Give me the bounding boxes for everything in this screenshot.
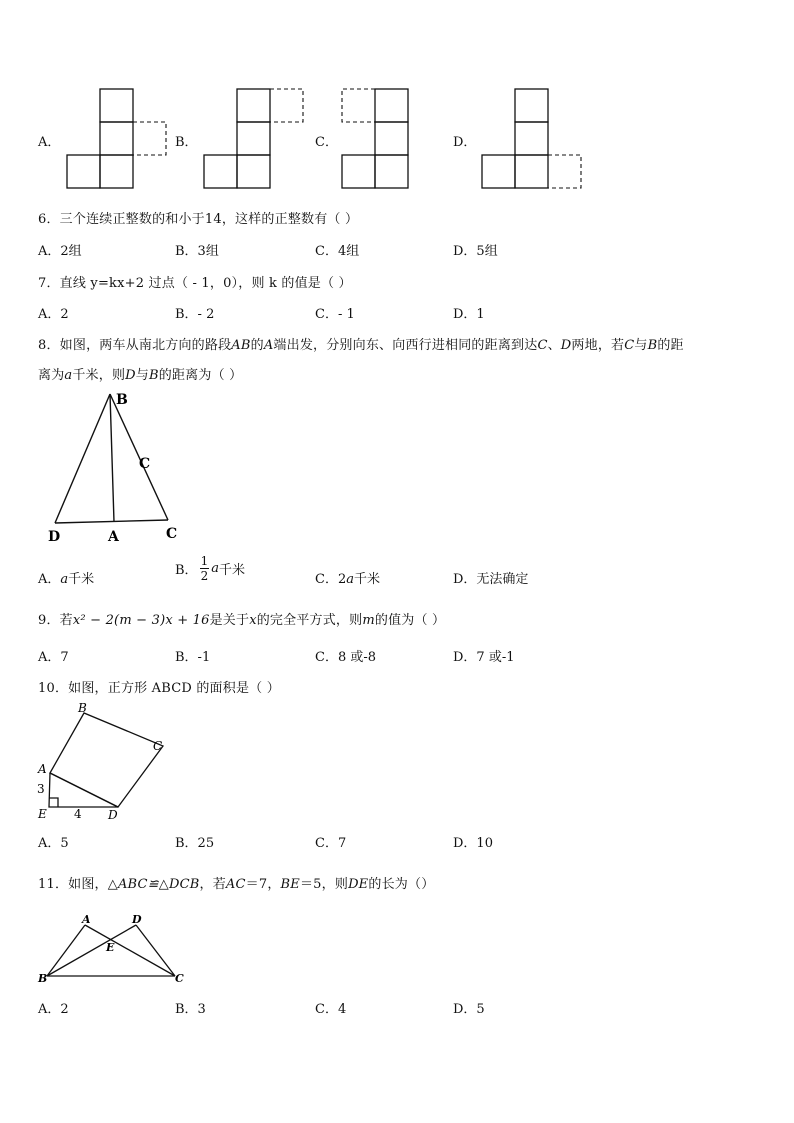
q8-option-c-unit: 千米: [354, 572, 381, 587]
q6-option-a: A．2组: [38, 244, 82, 259]
q8-text: 与: [634, 338, 648, 353]
q7-stem: 7．直线 y=kx+2 过点（ - 1，0），则 k 的值是（ ）: [38, 276, 352, 291]
q10-option-d: D．10: [453, 836, 493, 851]
q8-point-c: C: [537, 338, 548, 353]
q9-option-b: B．-1: [175, 650, 211, 665]
q6-stem: 6．三个连续正整数的和小于14，这样的正整数有（ ）: [38, 212, 359, 227]
q8-option-b-unit: 千米: [218, 563, 245, 578]
q11-option-b: B．3: [175, 1002, 206, 1017]
q8-option-a-label: A．: [38, 572, 61, 587]
q8-text: 与: [135, 368, 149, 383]
q8-point-b: B: [149, 368, 159, 383]
q9-text: 的值为（ ）: [374, 613, 446, 628]
q8-point-c: C: [624, 338, 635, 353]
q11-segment-ac: AC: [225, 877, 246, 892]
q8-option-a-var: a: [60, 572, 69, 587]
q8-text: 端出发，分别向东、向西行进相同的距离到达: [273, 338, 538, 353]
q8-option-b-label: B．: [175, 563, 198, 578]
q10-label-b: B: [78, 701, 87, 715]
q8-point-a: A: [263, 338, 274, 353]
q8-text: 两地，若: [571, 338, 625, 353]
q9-text: 的完全平方式，则: [256, 613, 363, 628]
q11-option-a: A．2: [38, 1002, 69, 1017]
q8-option-c-var: a: [346, 572, 354, 587]
q8-option-b-denominator: 2: [200, 569, 209, 583]
q11-text: ＝7，: [245, 877, 281, 892]
q8-option-d: D．无法确定: [453, 572, 529, 587]
q8-label-a: A: [108, 529, 119, 545]
q8-segment-ab: AB: [231, 338, 251, 353]
q11-label-d: D: [132, 913, 142, 926]
q9-option-d: D．7 或-1: [453, 650, 515, 665]
q11-label-a: A: [82, 913, 91, 926]
q11-segment-be: BE: [280, 877, 300, 892]
q8-option-b-var: a: [211, 561, 219, 576]
q8-text: 的距离为（ ）: [158, 368, 243, 383]
q5-option-c-label: C．: [315, 135, 338, 150]
q6-option-d: D．5组: [453, 244, 498, 259]
q7-option-b: B．- 2: [175, 307, 215, 322]
q7-option-d: D．1: [453, 307, 485, 322]
q10-label-a: A: [38, 762, 47, 776]
q10-label-d: D: [108, 808, 118, 822]
q7-option-a: A．2: [38, 307, 69, 322]
q8-var-a: a: [64, 368, 73, 383]
q9-var-x: x: [249, 613, 257, 628]
q10-label-ed-length: 4: [74, 807, 82, 821]
q11-label-e: E: [106, 941, 115, 954]
q9-option-a: A．7: [38, 650, 69, 665]
q8-label-c-mid: C: [139, 456, 151, 472]
q8-text: 千米，则: [72, 368, 126, 383]
q8-label-d: D: [48, 529, 61, 545]
q8-option-c-coef: 2: [337, 572, 347, 587]
q6-option-c: C．4组: [315, 244, 360, 259]
q7-option-c: C．- 1: [315, 307, 355, 322]
q11-option-d: D．5: [453, 1002, 485, 1017]
q10-option-c: C．7: [315, 836, 347, 851]
q8-point-d: D: [560, 338, 572, 353]
q9-text: 是关于: [209, 613, 250, 628]
q8-point-d: D: [125, 368, 136, 383]
q11-label-c: C: [175, 972, 184, 985]
q10-label-e: E: [38, 807, 47, 821]
q10-option-a: A．5: [38, 836, 69, 851]
q8-label-b: B: [116, 392, 128, 408]
q11-text: 11．如图，: [38, 877, 108, 892]
q8-text: 离为: [38, 368, 65, 383]
q11-text: ，若: [199, 877, 226, 892]
q8-option-c-label: C．: [315, 572, 338, 587]
q6-option-b: B．3组: [175, 244, 219, 259]
q11-text: 的长为（）: [368, 877, 435, 892]
q8-point-b: B: [647, 338, 658, 353]
q10-label-ae-length: 3: [37, 782, 45, 796]
q9-var-m: m: [362, 613, 375, 628]
q5-option-b-label: B．: [175, 135, 198, 150]
q5-option-d-label: D．: [453, 135, 477, 150]
q10-option-b: B．25: [175, 836, 215, 851]
q11-segment-de: DE: [348, 877, 369, 892]
q9-expression: x² − 2(m − 3)x + 16: [72, 613, 210, 628]
q8-option-b-numerator: 1: [200, 554, 209, 568]
q11-label-b: B: [38, 972, 48, 985]
q8-label-c: C: [166, 526, 178, 542]
q11-option-c: C．4: [315, 1002, 347, 1017]
q5-option-a-label: A．: [38, 135, 61, 150]
q8-text: 的距: [657, 338, 684, 353]
q8-option-a-unit: 千米: [68, 572, 95, 587]
q11-congruence: △ABC≌△DCB: [107, 877, 200, 892]
q9-option-c: C．8 或-8: [315, 650, 377, 665]
q8-text: 、: [547, 338, 561, 353]
q10-stem: 10．如图，正方形 ABCD 的面积是（ ）: [38, 681, 280, 696]
q8-text: 的: [250, 338, 264, 353]
q11-text: ＝5，则: [299, 877, 349, 892]
q9-text: 9．若: [38, 613, 73, 628]
q10-label-c: C: [153, 739, 163, 753]
q8-text: 8．如图，两车从南北方向的路段: [38, 338, 232, 353]
